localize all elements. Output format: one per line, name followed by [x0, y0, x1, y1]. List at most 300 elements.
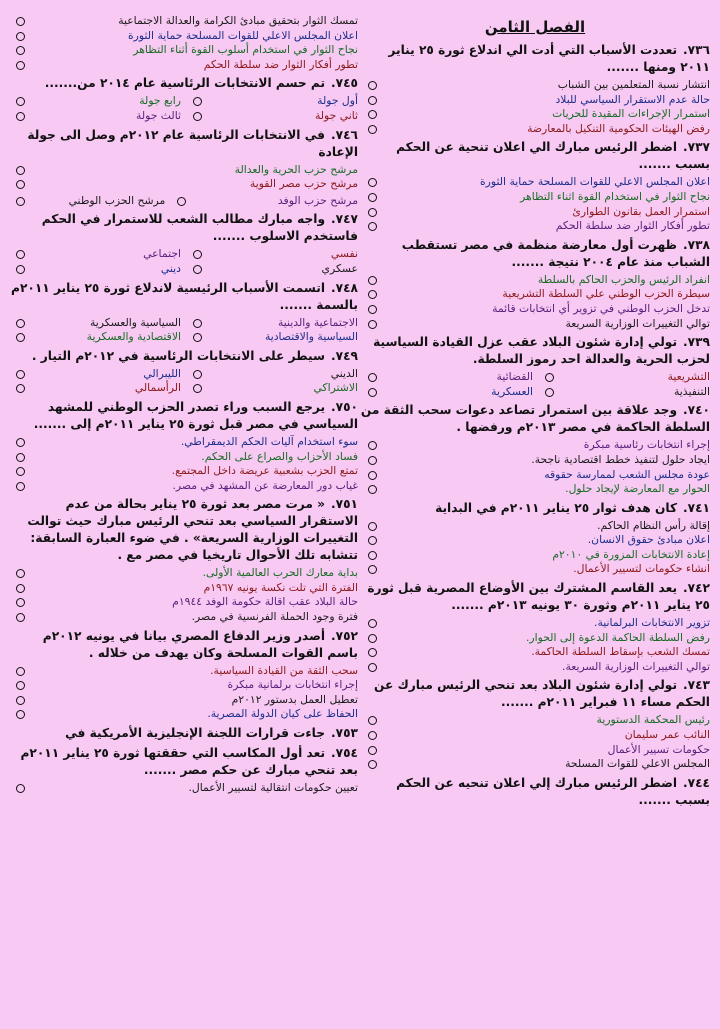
option-text: نفسي: [330, 247, 358, 261]
radio-circle-icon[interactable]: [193, 265, 202, 274]
question-stem: اضطر الرئيس مبارك إلي اعلان تنحيه عن الحكم بسبب .......: [396, 775, 710, 807]
radio-circle-icon[interactable]: [368, 619, 377, 628]
answer-option[interactable]: [8, 381, 181, 396]
radio-circle-icon[interactable]: [368, 125, 377, 134]
radio-circle-icon[interactable]: [368, 305, 377, 314]
option-text: فساد الأحزاب والصراع على الحكم.: [201, 449, 358, 463]
option-text: تعيين حكومات انتقالية لتسيير الأعمال.: [188, 781, 358, 795]
options-list: [360, 78, 710, 136]
answer-option[interactable]: [8, 94, 181, 109]
option-text: تدخل الحزب الوطني في تزوير أي انتخابات قائمة: [492, 301, 710, 315]
question-number: ٧٥١.: [331, 497, 358, 512]
question-stem: جاءت قرارات اللجنة الإنجليزية الأمريكية في: [65, 726, 326, 741]
option-text: إعادة الانتخابات المزورة في ٢٠١٠م: [552, 547, 710, 561]
option-text: رفض السلطة الحاكمة الدعوة إلى الحوار.: [525, 630, 710, 644]
option-text: اعلان المجلس الاعلي للقوات المسلحة حماية الثورة: [128, 28, 358, 42]
question-number: ٧٤٩.: [331, 348, 358, 363]
radio-circle-icon[interactable]: [368, 648, 377, 657]
option-text: أول جولة: [317, 94, 358, 108]
question-number: ٧٤٤.: [683, 775, 710, 790]
question-number: ٧٤٥.: [331, 76, 358, 91]
radio-circle-icon[interactable]: [368, 522, 377, 531]
radio-circle-icon[interactable]: [16, 180, 25, 189]
option-text: حالة عدم الاستقرار السياسي للبلاد: [555, 92, 710, 106]
question-block: [8, 348, 358, 396]
option-text: مرشح حزب مصر القوية: [249, 177, 358, 191]
option-text: السياسية والاقتصادية: [264, 330, 358, 344]
option-text: بداية معارك الحرب العالمية الأولى.: [202, 566, 358, 580]
option-text: المجلس الاعلي للقوات المسلحة: [565, 757, 710, 771]
answer-option[interactable]: [185, 247, 358, 262]
radio-circle-icon[interactable]: [16, 453, 25, 462]
option-text: حالة البلاد عقب اقالة حكومة الوفد ١٩٤٤م: [172, 595, 358, 609]
question-text: [360, 334, 710, 368]
question-stem: وجد علاقة بين استمرار تصاعد دعوات سحب الثقة من السلطة الحاكمة في مصر ٢٠١٣م ورفضها .: [360, 403, 710, 435]
option-text: عودة مجلس الشعب لممارسة حقوقه: [544, 467, 710, 481]
option-text: تطور أفكار الثوار ضد سلطة الحكم: [203, 57, 358, 71]
question-stem: يعد القاسم المشترك بين الأوضاع المصرية قبل ثورة ٢٥ يناير ٢٠١١م وثورة ٣٠ يونيه ٢٠١٣م .......: [367, 581, 710, 613]
answer-option[interactable]: [8, 464, 358, 479]
question-block: [360, 775, 710, 809]
answer-option[interactable]: [360, 219, 710, 234]
question-block: [360, 500, 710, 577]
radio-circle-icon[interactable]: [16, 166, 25, 175]
question-text: [8, 496, 358, 564]
radio-circle-icon[interactable]: [16, 32, 25, 41]
option-text: ثاني جولة: [314, 108, 358, 122]
option-text: نجاح الثوار في استخدام القوة اثناء التظاهر: [520, 189, 710, 203]
radio-circle-icon[interactable]: [16, 438, 25, 447]
radio-circle-icon[interactable]: [368, 276, 377, 285]
answer-option[interactable]: [185, 94, 358, 109]
answer-option[interactable]: [8, 163, 358, 178]
radio-circle-icon[interactable]: [193, 250, 202, 259]
answer-option[interactable]: [8, 14, 358, 29]
option-text: التنفيذية: [674, 384, 710, 398]
option-text: تمسك الثوار بتحقيق مبادئ الكرامة والعدالة الاجتماعية: [118, 14, 358, 27]
question-text: [360, 402, 710, 436]
options-grid: [360, 370, 710, 399]
option-text: سحب الثقة من القيادة السياسية.: [210, 663, 358, 677]
radio-circle-icon[interactable]: [16, 319, 25, 328]
radio-circle-icon[interactable]: [16, 710, 25, 719]
right-column: [360, 14, 710, 811]
answer-option[interactable]: [360, 317, 710, 332]
question-text: [8, 348, 358, 365]
options-list: [8, 566, 358, 624]
answer-option[interactable]: [360, 562, 710, 577]
question-block: [360, 677, 710, 771]
option-text: الفترة التي تلت نكسة يونيه ١٩٦٧م: [203, 580, 358, 594]
answer-option[interactable]: [360, 107, 710, 122]
question-block: [8, 280, 358, 345]
answer-option[interactable]: [8, 450, 358, 465]
option-text: توالي التغييرات الوزارية السريعة.: [562, 659, 710, 673]
radio-circle-icon[interactable]: [368, 222, 377, 231]
options-list: [360, 273, 710, 331]
option-text: السياسية والعسكرية: [89, 315, 181, 329]
question-text: [8, 725, 358, 742]
radio-circle-icon[interactable]: [16, 97, 25, 106]
options-list: [360, 519, 710, 577]
question-text: [8, 211, 358, 245]
answer-option[interactable]: [8, 781, 358, 796]
question-number: ٧٤٠.: [683, 403, 710, 418]
question-number: ٧٤٧.: [331, 212, 358, 227]
option-text: حكومات تسيير الأعمال: [607, 742, 710, 756]
answer-option[interactable]: [360, 728, 710, 743]
question-stem: يرجع السبب وراء تصدر الحزب الوطني للمشهد السياسي في مصر قبل ثورة ٢٥ يناير ٢٠١١م إلى .......: [33, 399, 358, 431]
option-text: غياب دور المعارضة عن المشهد في مصر.: [172, 478, 358, 492]
radio-circle-icon[interactable]: [368, 760, 377, 769]
answer-option[interactable]: [8, 367, 181, 382]
answer-option[interactable]: [8, 316, 181, 331]
answer-option[interactable]: [360, 757, 710, 772]
options-list: [8, 664, 358, 722]
question-block: [8, 399, 358, 493]
answer-option[interactable]: [360, 645, 710, 660]
question-stem: « مرت مصر بعد ثورة ٢٥ يناير بحالة من عدم الاستقرار السياسي بعد تنحي الرئيس مبارك حيث توالت التغييرات الوزارية السريعة» . في ضوء العبارة السابقة: تتشابه تلك الأحوال تاريخيا في مصر مع .: [27, 497, 358, 563]
radio-circle-icon[interactable]: [16, 61, 25, 70]
option-text: تعطيل العمل بدستور ٢٠١٢م: [231, 692, 358, 706]
answer-option[interactable]: [360, 616, 710, 631]
answer-option[interactable]: [360, 482, 710, 497]
option-text: مرشح حزب الحرية والعدالة: [234, 162, 358, 176]
option-text: الليبرالي: [143, 366, 181, 380]
answer-option[interactable]: [360, 713, 710, 728]
answer-option[interactable]: [360, 468, 710, 483]
radio-circle-icon[interactable]: [368, 746, 377, 755]
options-grid: [8, 94, 358, 123]
answer-option[interactable]: [8, 479, 358, 494]
option-text: تزوير الانتخابات البرلمانية.: [594, 616, 710, 630]
question-text: [8, 127, 358, 161]
options-list: [360, 175, 710, 233]
radio-circle-icon[interactable]: [368, 373, 377, 382]
question-number: ٧٤٨.: [331, 280, 358, 295]
answer-option[interactable]: [537, 370, 710, 385]
radio-circle-icon[interactable]: [368, 565, 377, 574]
option-text: القضائية: [496, 370, 533, 384]
radio-circle-icon[interactable]: [545, 373, 554, 382]
question-text: [8, 75, 358, 92]
question-text: [360, 139, 710, 173]
radio-circle-icon[interactable]: [16, 598, 25, 607]
radio-circle-icon[interactable]: [16, 613, 25, 622]
option-text: الاشتراكي: [313, 381, 358, 395]
question-text: [360, 42, 710, 76]
radio-circle-icon[interactable]: [16, 569, 25, 578]
answer-option[interactable]: [360, 205, 710, 220]
answer-option[interactable]: [8, 664, 358, 679]
question-stem: في الانتخابات الرئاسية عام ٢٠١٢م وصل الى جولة الإعادة: [27, 127, 358, 159]
radio-circle-icon[interactable]: [16, 784, 25, 793]
question-stem: واجه مبارك مطالب الشعب للاستمرار في الحكم فاستخدم الاسلوب .......: [41, 212, 358, 244]
option-text: تمسك الشعب بإسقاط السلطة الحاكمة.: [531, 645, 710, 659]
answer-option[interactable]: [8, 678, 358, 693]
radio-circle-icon[interactable]: [368, 110, 377, 119]
answer-option[interactable]: [169, 194, 358, 209]
answer-option[interactable]: [360, 122, 710, 137]
radio-circle-icon[interactable]: [16, 681, 25, 690]
question-stem: تم حسم الانتخابات الرئاسية عام ٢٠١٤ من.......: [44, 76, 326, 91]
option-text: ايجاد حلول لتنفيذ خطط اقتصادية ناجحة.: [531, 452, 710, 466]
answer-option[interactable]: [360, 302, 710, 317]
question-number: ٧٥٠.: [331, 399, 358, 414]
question-block: [8, 211, 358, 276]
radio-circle-icon[interactable]: [16, 667, 25, 676]
option-text: انفراد الرئيس والحزب الحاكم بالسلطة: [537, 272, 710, 286]
question-number: ٧٣٩.: [683, 335, 710, 350]
left-column: [8, 14, 358, 798]
option-text: نجاح الثوار في استخدام أسلوب القوة أثناء التظاهر: [133, 43, 358, 57]
radio-circle-icon[interactable]: [193, 333, 202, 342]
option-text: الديني: [330, 366, 358, 380]
question-text: [8, 628, 358, 662]
answer-option[interactable]: [185, 109, 358, 124]
answer-option[interactable]: [185, 316, 358, 331]
answer-option[interactable]: [360, 273, 710, 288]
option-text: الاجتماعية والدينية: [277, 315, 358, 329]
answer-option[interactable]: [8, 610, 358, 625]
radio-circle-icon[interactable]: [16, 584, 25, 593]
question-block: [360, 42, 710, 136]
radio-circle-icon[interactable]: [16, 696, 25, 705]
radio-circle-icon[interactable]: [368, 441, 377, 450]
radio-circle-icon[interactable]: [368, 290, 377, 299]
answer-option[interactable]: [8, 109, 181, 124]
answer-option[interactable]: [8, 707, 358, 722]
radio-circle-icon[interactable]: [368, 193, 377, 202]
answer-option[interactable]: [8, 581, 358, 596]
question-stem: تعددت الأسباب التي أدت الي اندلاع ثورة ٢٥ يناير ٢٠١١ ومنها .......: [388, 43, 710, 74]
answer-option[interactable]: [8, 566, 358, 581]
option-text: اعلان المجلس الاعلي للقوات المسلحة حماية الثورة: [480, 175, 710, 189]
answer-option[interactable]: [8, 435, 358, 450]
question-block: [360, 402, 710, 496]
question-stem: تولي إدارة شئون البلاد عقب عزل القيادة السياسية لحزب الحرية والعدالة احد رموز السلطة.: [373, 335, 710, 367]
radio-circle-icon[interactable]: [193, 370, 202, 379]
answer-option[interactable]: [360, 519, 710, 534]
answer-option[interactable]: [537, 385, 710, 400]
answer-option[interactable]: [8, 177, 358, 192]
option-text: الاقتصادية والعسكرية: [86, 330, 181, 344]
answer-option[interactable]: [360, 385, 533, 400]
question-block: [360, 334, 710, 399]
radio-circle-icon[interactable]: [368, 96, 377, 105]
options-grid: [8, 367, 358, 396]
option-text: إجراء انتخابات برلمانية مبكرة: [227, 678, 358, 692]
option-text: عسكري: [321, 261, 358, 275]
question-block: [360, 237, 710, 331]
radio-circle-icon[interactable]: [193, 384, 202, 393]
option-text: توالي التغييرات الوزارية السريعة: [565, 316, 710, 330]
answer-option[interactable]: [360, 548, 710, 563]
answer-option[interactable]: [360, 287, 710, 302]
radio-circle-icon[interactable]: [177, 197, 186, 206]
answer-option[interactable]: [360, 175, 710, 190]
radio-circle-icon[interactable]: [16, 265, 25, 274]
question-number: ٧٣٨.: [683, 237, 710, 252]
option-text: استمرار الإجراءات المقيدة للحريات: [552, 107, 710, 121]
question-text: [360, 677, 710, 711]
answer-option[interactable]: [360, 660, 710, 675]
question-text: [8, 399, 358, 433]
radio-circle-icon[interactable]: [368, 320, 377, 329]
question-number: ٧٤٢.: [683, 581, 710, 596]
radio-circle-icon[interactable]: [16, 384, 25, 393]
answer-option[interactable]: [8, 693, 358, 708]
option-text: انشاء حكومات لتسيير الأعمال.: [573, 562, 710, 576]
radio-circle-icon[interactable]: [16, 46, 25, 55]
answer-option[interactable]: [8, 330, 181, 345]
radio-circle-icon[interactable]: [368, 551, 377, 560]
option-text: إجراء انتخابات رئاسية مبكرة: [583, 438, 710, 452]
answer-option[interactable]: [360, 438, 710, 453]
question-stem: كان هدف ثوار ٢٥ يناير ٢٠١١م في البداية: [435, 500, 678, 515]
radio-circle-icon[interactable]: [368, 716, 377, 725]
option-text: رئيس المحكمة الدستورية: [596, 713, 710, 727]
radio-circle-icon[interactable]: [16, 17, 25, 26]
option-text: فترة وجود الحملة الفرنسية في مصر.: [191, 610, 358, 624]
answer-option[interactable]: [8, 194, 165, 209]
chapter-title: الفصل الثامن: [484, 18, 586, 36]
options-list: [360, 616, 710, 674]
answer-option[interactable]: [185, 381, 358, 396]
answer-option[interactable]: [185, 262, 358, 277]
answer-option[interactable]: [360, 93, 710, 108]
answer-option[interactable]: [360, 631, 710, 646]
radio-circle-icon[interactable]: [368, 634, 377, 643]
option-text: رابع جولة: [139, 94, 181, 108]
radio-circle-icon[interactable]: [368, 731, 377, 740]
question-number: ٧٤٦.: [331, 127, 358, 142]
radio-circle-icon[interactable]: [193, 319, 202, 328]
question-block: [8, 75, 358, 123]
question-stem: اضطر الرئيس مبارك الي اعلان تنحية عن الحكم بسبب .......: [396, 140, 710, 172]
question-text: [360, 775, 710, 809]
radio-circle-icon[interactable]: [16, 482, 25, 491]
question-text: [360, 237, 710, 271]
option-text: سوء استخدام آليات الحكم الديمقراطي.: [180, 434, 358, 448]
options-grid: [8, 316, 358, 345]
radio-circle-icon[interactable]: [368, 456, 377, 465]
options-list: [360, 438, 710, 496]
radio-circle-icon[interactable]: [368, 178, 377, 187]
answer-option[interactable]: [360, 533, 710, 548]
option-text: انتشار نسبة المتعلمين بين الشباب: [557, 78, 710, 91]
question-number: ٧٣٦.: [683, 43, 710, 57]
radio-circle-icon[interactable]: [368, 81, 377, 90]
radio-circle-icon[interactable]: [368, 208, 377, 217]
question-stem: ظهرت أول معارضة منظمة في مصر تستقطب الشباب منذ عام ٢٠٠٤ نتيجة .......: [401, 237, 710, 269]
option-text: النائب عمر سليمان: [624, 728, 710, 742]
options-list: [8, 14, 358, 72]
question-number: ٧٥٤.: [331, 746, 358, 761]
answer-option[interactable]: [8, 58, 358, 73]
option-text: اعلان مبادئ حقوق الانسان.: [587, 533, 710, 547]
answer-option[interactable]: [360, 190, 710, 205]
radio-circle-icon[interactable]: [368, 485, 377, 494]
question-number: ٧٤٣.: [683, 678, 710, 693]
radio-circle-icon[interactable]: [368, 536, 377, 545]
answer-option[interactable]: [360, 370, 533, 385]
radio-circle-icon[interactable]: [545, 388, 554, 397]
answer-option[interactable]: [8, 247, 181, 262]
question-stem: سيطر على الانتخابات الرئاسية في ٢٠١٢م التيار .: [31, 348, 326, 363]
question-stem: اتسمت الأسباب الرئيسية لاندلاع ثورة ٢٥ يناير ٢٠١١م بالسمة .......: [11, 280, 358, 312]
question-block: [360, 139, 710, 233]
question-block: [8, 745, 358, 796]
radio-circle-icon[interactable]: [193, 97, 202, 106]
option-text: ثالث جولة: [136, 108, 181, 122]
option-text: ديني: [160, 261, 181, 275]
answer-option[interactable]: [8, 595, 358, 610]
radio-circle-icon[interactable]: [368, 663, 377, 672]
option-text: تطور أفكار الثوار ضد سلطة الحكم: [555, 219, 710, 233]
options-grid: [8, 194, 358, 209]
question-stem: أصدر وزير الدفاع المصري بيانا في يونيه ٢٠١٢م باسم القوات المسلحة وكان يهدف من خلاله .: [42, 628, 358, 660]
question-block: [8, 127, 358, 209]
option-text: الحوار مع المعارضة لإيجاد حلول.: [565, 482, 710, 496]
question-block: [8, 628, 358, 722]
options-list: [360, 713, 710, 771]
question-text: [8, 280, 358, 314]
option-text: الحفاظ على كيان الدولة المصرية.: [207, 707, 358, 721]
radio-circle-icon[interactable]: [16, 250, 25, 259]
option-text: مرشح الحزب الوطني: [68, 193, 166, 207]
options-list: [8, 163, 358, 192]
radio-circle-icon[interactable]: [16, 333, 25, 342]
answer-option[interactable]: [185, 330, 358, 345]
answer-option[interactable]: [8, 43, 358, 58]
answer-option[interactable]: [360, 78, 710, 93]
radio-circle-icon[interactable]: [368, 388, 377, 397]
answer-option[interactable]: [360, 453, 710, 468]
answer-option[interactable]: [185, 367, 358, 382]
option-text: التشريعية: [667, 370, 710, 384]
option-text: رفض الهيئات الحكومية التنكيل بالمعارضة: [527, 121, 710, 135]
radio-circle-icon[interactable]: [193, 112, 202, 121]
radio-circle-icon[interactable]: [16, 112, 25, 121]
question-block: [360, 580, 710, 674]
question-text: [360, 580, 710, 614]
option-text: العسكرية: [491, 384, 533, 398]
answer-option[interactable]: [8, 29, 358, 44]
option-text: استمرار العمل بقانون الطوارئ: [572, 204, 710, 218]
question-number: ٧٥٣.: [331, 726, 358, 741]
option-text: اجتماعي: [143, 247, 181, 261]
radio-circle-icon[interactable]: [368, 471, 377, 480]
radio-circle-icon[interactable]: [16, 197, 25, 206]
question-number: ٧٥٢.: [331, 628, 358, 643]
question-text: [8, 745, 358, 779]
option-text: تمتع الحزب بشعبية عريضة داخل المجتمع.: [171, 464, 358, 478]
radio-circle-icon[interactable]: [16, 370, 25, 379]
question-block: [8, 496, 358, 624]
question-stem: تعد أول المكاسب التي حققتها ثورة ٢٥ يناير ٢٠١١م بعد تنحي مبارك عن حكم مصر .......: [20, 746, 358, 778]
question-block: [8, 725, 358, 742]
question-text: [360, 500, 710, 517]
question-number: ٧٤١.: [683, 500, 710, 515]
answer-option[interactable]: [8, 262, 181, 277]
answer-option[interactable]: [360, 743, 710, 758]
options-list: [8, 435, 358, 493]
option-text: الرأسمالي: [134, 381, 181, 395]
radio-circle-icon[interactable]: [16, 467, 25, 476]
option-text: إقالة رأس النظام الحاكم.: [597, 518, 710, 532]
question-number: ٧٣٧.: [683, 140, 710, 155]
